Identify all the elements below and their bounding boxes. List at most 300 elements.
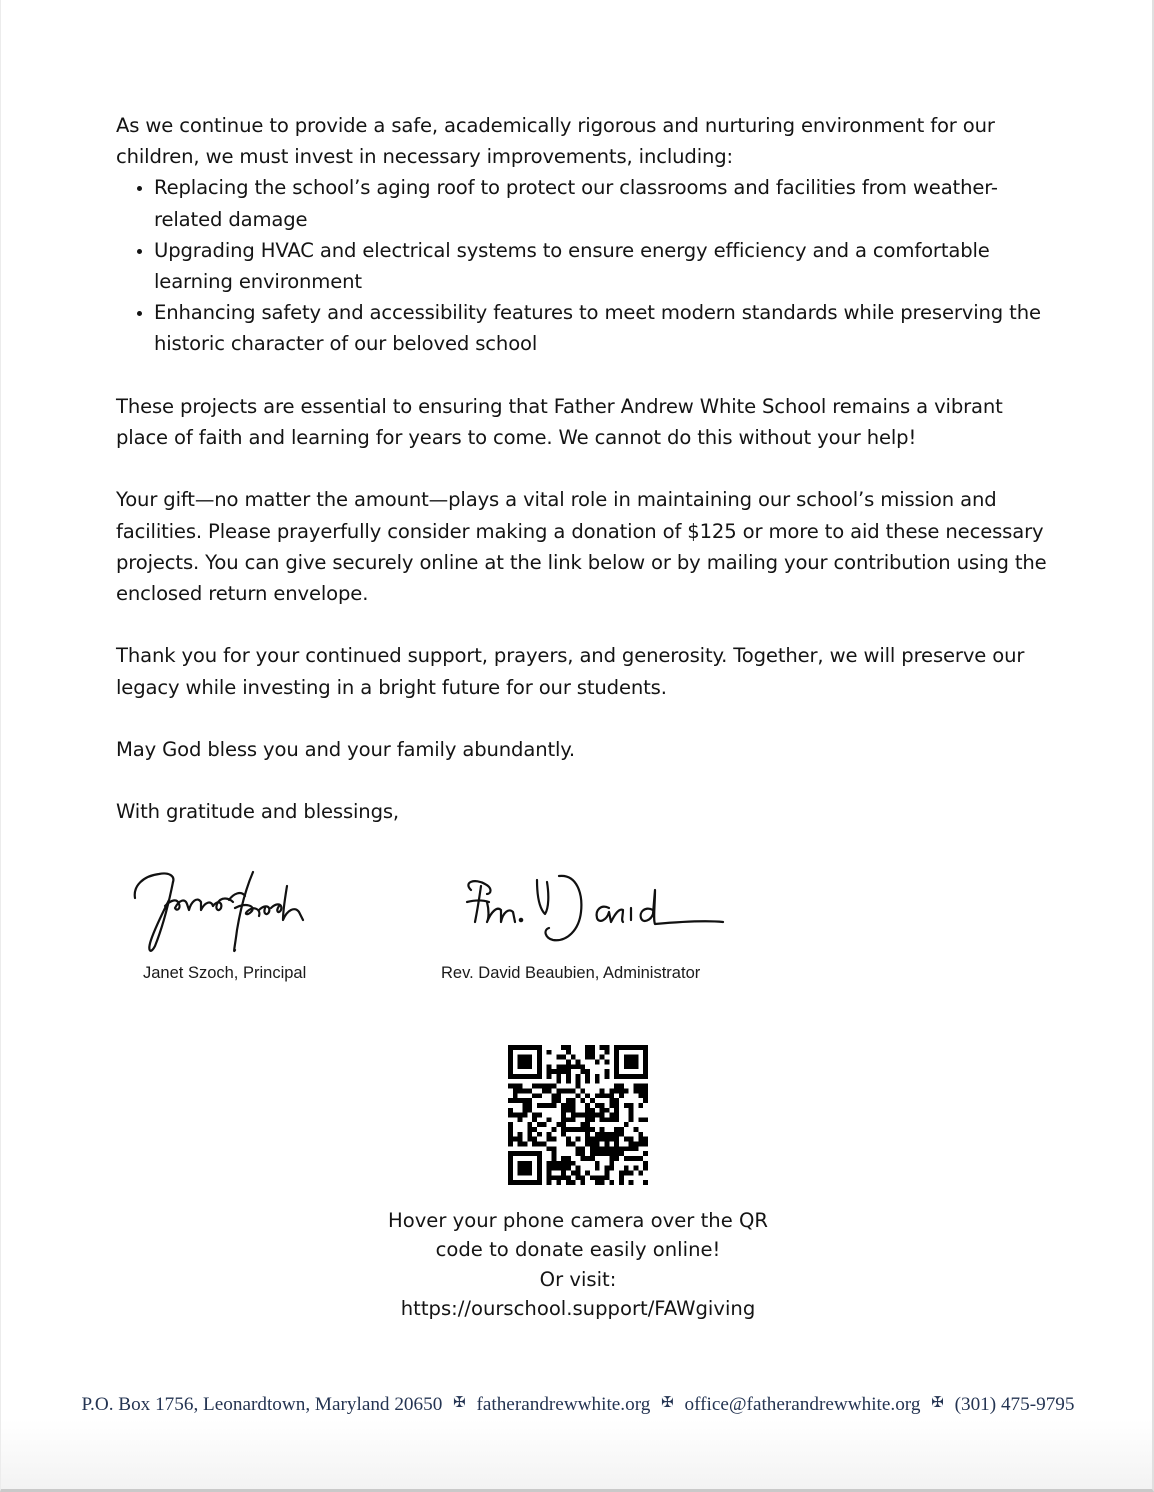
qr-module [576,1175,581,1180]
qr-module [614,1103,619,1108]
qr-module [614,1088,619,1093]
list-item: • Replacing the school’s aging roof to protect our classrooms and facilities from weather-related damage [154,172,1056,234]
qr-module [561,1069,566,1074]
qr-module [522,1142,527,1147]
qr-module [556,1093,561,1098]
qr-module [561,1113,566,1118]
qr-module [571,1098,576,1103]
qr-module [643,1180,648,1185]
qr-module [585,1142,590,1147]
qr-module [629,1146,634,1151]
qr-module [527,1108,532,1113]
qr-module [556,1088,561,1093]
qr-module [547,1074,552,1079]
qr-module [590,1113,595,1118]
intro-paragraph: As we continue to provide a safe, academically rigorous and nurturing environment for our children, we must invest in necessary improvements, including: [116,114,995,169]
qr-module [605,1045,610,1050]
qr-module [590,1117,595,1122]
qr-module [547,1069,552,1074]
qr-module [585,1055,590,1060]
qr-finder [508,1045,513,1079]
qr-module [590,1137,595,1142]
qr-finder [614,1045,648,1050]
qr-module [614,1117,619,1122]
qr-module [566,1069,571,1074]
qr-module [571,1055,576,1060]
qr-module [566,1108,571,1113]
qr-module [629,1142,634,1147]
signature-janet-szoch-icon [129,850,329,960]
qr-module [551,1161,556,1166]
qr-module [609,1137,614,1142]
principal-name: Janet Szoch, Principal [143,964,307,982]
qr-module [551,1166,556,1171]
qr-module [629,1156,634,1161]
projects-paragraph: These projects are essential to ensuring that Father Andrew White School remains a vibrant place of faith and learning for years to come. We cannot do this without your help! [116,394,1003,450]
qr-module [595,1059,600,1064]
qr-module [600,1088,605,1093]
qr-module [585,1103,590,1108]
qr-module [600,1127,605,1132]
qr-module [638,1156,643,1161]
qr-module [600,1113,605,1118]
qr-module [605,1108,610,1113]
qr-module [571,1161,576,1166]
qr-module [561,1166,566,1171]
qr-module [585,1132,590,1137]
qr-module [580,1180,585,1185]
qr-module [556,1161,561,1166]
qr-module [576,1146,581,1151]
qr-module [600,1045,605,1050]
qr-module [600,1108,605,1113]
qr-module [571,1117,576,1122]
qr-module [614,1127,619,1132]
qr-module [518,1117,523,1122]
qr-module [508,1137,513,1142]
qr-module [585,1156,590,1161]
signature-administrator [441,850,771,982]
qr-module [643,1161,648,1166]
qr-module [542,1142,547,1147]
qr-module [547,1117,552,1122]
qr-module [590,1098,595,1103]
qr-module [643,1093,648,1098]
qr-module [532,1093,537,1098]
qr-module [600,1055,605,1060]
qr-module [547,1132,552,1137]
qr-module [566,1064,571,1069]
qr-module [624,1137,629,1142]
donation-qr-code[interactable] [508,1045,648,1185]
qr-module [609,1093,614,1098]
qr-module [576,1127,581,1132]
qr-module [527,1137,532,1142]
qr-module [508,1108,513,1113]
qr-module [643,1088,648,1093]
qr-module [619,1127,624,1132]
qr-module [590,1146,595,1151]
cross-icon: ✠ [931,1395,944,1411]
qr-module [508,1132,513,1137]
qr-module [580,1146,585,1151]
qr-module [580,1127,585,1132]
qr-module [600,1180,605,1185]
qr-module [590,1151,595,1156]
qr-module [537,1142,542,1147]
qr-module [571,1064,576,1069]
qr-module [532,1127,537,1132]
qr-module [605,1171,610,1176]
qr-module [590,1142,595,1147]
qr-module [561,1045,566,1050]
qr-module [576,1113,581,1118]
qr-module [595,1161,600,1166]
qr-module [556,1180,561,1185]
qr-module [513,1093,518,1098]
qr-module [547,1084,552,1089]
qr-caption-line: Hover your phone camera over the QR [387,1209,769,1232]
qr-module [638,1142,643,1147]
qr-module [580,1175,585,1180]
qr-module [566,1180,571,1185]
qr-module [571,1113,576,1118]
qr-module [566,1175,571,1180]
qr-module [605,1093,610,1098]
signature-fr-david-icon [441,850,741,960]
qr-finder [614,1074,648,1079]
footer-website-link[interactable]: fatherandrewwhite.org [476,1394,651,1415]
qr-finder [508,1151,542,1156]
qr-module [619,1151,624,1156]
qr-module [551,1146,556,1151]
qr-module [609,1161,614,1166]
qr-module [542,1103,547,1108]
qr-finder [614,1045,619,1079]
qr-module [527,1103,532,1108]
qr-module [624,1146,629,1151]
qr-module [600,1146,605,1151]
qr-module [566,1161,571,1166]
qr-module [605,1175,610,1180]
qr-module [518,1098,523,1103]
qr-module [537,1122,542,1127]
qr-module [609,1166,614,1171]
qr-alignment [605,1142,610,1147]
qr-module [600,1117,605,1122]
qr-module [571,1088,576,1093]
qr-module [609,1113,614,1118]
qr-module [551,1069,556,1074]
qr-module [566,1127,571,1132]
qr-module [619,1171,624,1176]
qr-module [609,1146,614,1151]
qr-module [590,1127,595,1132]
qr-module [547,1050,552,1055]
qr-module [537,1093,542,1098]
letterhead-footer [1,1394,1154,1416]
qr-module [518,1113,523,1118]
qr-module [571,1127,576,1132]
qr-finder [537,1045,542,1079]
qr-module [566,1098,571,1103]
qr-module [624,1166,629,1171]
qr-module [619,1175,624,1180]
qr-module [547,1166,552,1171]
qr-module [580,1151,585,1156]
qr-module [527,1088,532,1093]
qr-module [551,1151,556,1156]
qr-module [638,1093,643,1098]
qr-module [585,1093,590,1098]
blessing-paragraph: May God bless you and your family abundantly. [116,738,576,761]
qr-module [576,1074,581,1079]
qr-module [556,1098,561,1103]
qr-module [595,1180,600,1185]
letter-body [116,110,1056,859]
qr-module [518,1142,523,1147]
qr-module [634,1088,639,1093]
qr-caption [378,1206,778,1324]
qr-module [537,1132,542,1137]
footer-email-link[interactable]: office@fatherandrewwhite.org [684,1394,921,1415]
qr-module [508,1122,513,1127]
qr-module [561,1132,566,1137]
qr-module [561,1117,566,1122]
qr-module [571,1108,576,1113]
qr-module [547,1171,552,1176]
qr-module [556,1055,561,1060]
qr-module [600,1175,605,1180]
qr-module [561,1055,566,1060]
cross-icon: ✠ [453,1395,466,1411]
qr-module [580,1122,585,1127]
qr-module [547,1064,552,1069]
qr-module [566,1156,571,1161]
qr-module [619,1132,624,1137]
qr-module [551,1175,556,1180]
qr-module [518,1132,523,1137]
qr-module [585,1113,590,1118]
thanks-paragraph: Thank you for your continued support, prayers, and generosity. Together, we will preserve our legacy while investing in a bright future for our students. [116,644,1025,699]
qr-module [580,1064,585,1069]
qr-module [595,1079,600,1084]
donation-url[interactable]: https://ourschool.support/FAWgiving [400,1297,756,1321]
qr-finder [624,1055,638,1069]
qr-module [513,1113,518,1118]
qr-module [566,1142,571,1147]
qr-module [547,1137,552,1142]
administrator-name: Rev. David Beaubien, Administrator [441,964,701,982]
qr-alignment [614,1132,619,1156]
qr-module [643,1098,648,1103]
qr-module [605,1166,610,1171]
qr-finder [537,1151,542,1185]
qr-module [561,1161,566,1166]
qr-module [537,1084,542,1089]
qr-module [629,1103,634,1108]
qr-module [561,1103,566,1108]
qr-module [643,1166,648,1171]
qr-module [643,1117,648,1122]
qr-module [585,1079,590,1084]
qr-module [547,1180,552,1185]
qr-module [609,1156,614,1161]
qr-module [566,1074,571,1079]
qr-module [585,1117,590,1122]
qr-module [513,1088,518,1093]
qr-module [508,1113,513,1118]
qr-module [614,1156,619,1161]
qr-module [624,1156,629,1161]
qr-module [561,1108,566,1113]
qr-module [580,1156,585,1161]
qr-module [585,1045,590,1050]
qr-module [605,1137,610,1142]
qr-module [634,1084,639,1089]
qr-module [609,1098,614,1103]
qr-module [585,1108,590,1113]
qr-module [619,1088,624,1093]
qr-module [527,1122,532,1127]
qr-module [576,1064,581,1069]
qr-alignment [595,1132,600,1156]
qr-module [595,1093,600,1098]
qr-module [614,1098,619,1103]
qr-module [522,1098,527,1103]
qr-module [605,1069,610,1074]
qr-module [643,1137,648,1142]
qr-module [595,1166,600,1171]
list-item: • Enhancing safety and accessibility features to meet modern standards while preserving the historic character of our beloved school [154,297,1056,359]
qr-module [547,1088,552,1093]
qr-module [576,1059,581,1064]
qr-module [527,1098,532,1103]
qr-module [561,1122,566,1127]
qr-module [522,1113,527,1118]
cross-icon: ✠ [661,1395,674,1411]
qr-module [585,1122,590,1127]
qr-module [629,1108,634,1113]
qr-module [561,1127,566,1132]
qr-module [619,1180,624,1185]
qr-module [566,1050,571,1055]
qr-module [508,1098,513,1103]
qr-module [624,1171,629,1176]
qr-module [605,1146,610,1151]
qr-module [638,1084,643,1089]
qr-module [619,1084,624,1089]
qr-module [609,1088,614,1093]
qr-module [585,1171,590,1176]
qr-module [576,1171,581,1176]
qr-module [566,1137,571,1142]
qr-module [590,1055,595,1060]
qr-finder [508,1180,542,1185]
qr-module [561,1175,566,1180]
qr-module [634,1146,639,1151]
qr-caption-line: Or visit: [539,1267,617,1291]
qr-module [590,1156,595,1161]
qr-module [547,1161,552,1166]
qr-module [585,1050,590,1055]
qr-module [600,1137,605,1142]
qr-module [580,1088,585,1093]
qr-module [556,1069,561,1074]
qr-module [527,1127,532,1132]
qr-module [551,1137,556,1142]
qr-code-icon[interactable] [508,1045,648,1185]
qr-module [580,1098,585,1103]
qr-module [551,1084,556,1089]
qr-module [638,1171,643,1176]
qr-module [571,1171,576,1176]
qr-module [508,1142,513,1147]
qr-module [508,1084,513,1089]
qr-module [619,1146,624,1151]
qr-module [561,1088,566,1093]
qr-module [595,1074,600,1079]
qr-module [624,1088,629,1093]
qr-module [566,1117,571,1122]
qr-module [542,1122,547,1127]
qr-module [629,1117,634,1122]
qr-module [522,1108,527,1113]
qr-module [551,1103,556,1108]
qr-module [590,1045,595,1050]
qr-module [532,1142,537,1147]
qr-module [609,1117,614,1122]
qr-module [634,1156,639,1161]
qr-module [576,1093,581,1098]
qr-module [518,1137,523,1142]
qr-module [542,1084,547,1089]
qr-module [556,1122,561,1127]
qr-module [614,1113,619,1118]
qr-module [609,1103,614,1108]
qr-module [600,1093,605,1098]
qr-module [576,1137,581,1142]
qr-module [638,1137,643,1142]
qr-module [513,1137,518,1142]
qr-finder [508,1151,513,1185]
qr-module [532,1084,537,1089]
qr-module [556,1079,561,1084]
qr-module [566,1166,571,1171]
qr-module [571,1142,576,1147]
signature-principal [129,850,339,982]
qr-finder [518,1055,532,1069]
qr-module [585,1137,590,1142]
qr-module [547,1103,552,1108]
footer-phone: (301) 475-9795 [954,1394,1075,1415]
qr-module [638,1117,643,1122]
qr-module [576,1166,581,1171]
qr-finder [518,1161,532,1175]
qr-module [629,1137,634,1142]
qr-module [643,1142,648,1147]
qr-module [595,1113,600,1118]
qr-module [643,1084,648,1089]
qr-module [629,1113,634,1118]
improvements-list [116,172,1056,359]
qr-module [547,1175,552,1180]
qr-module [609,1180,614,1185]
qr-module [576,1084,581,1089]
qr-module [590,1175,595,1180]
qr-module [566,1045,571,1050]
closing-line: With gratitude and blessings, [116,800,399,824]
